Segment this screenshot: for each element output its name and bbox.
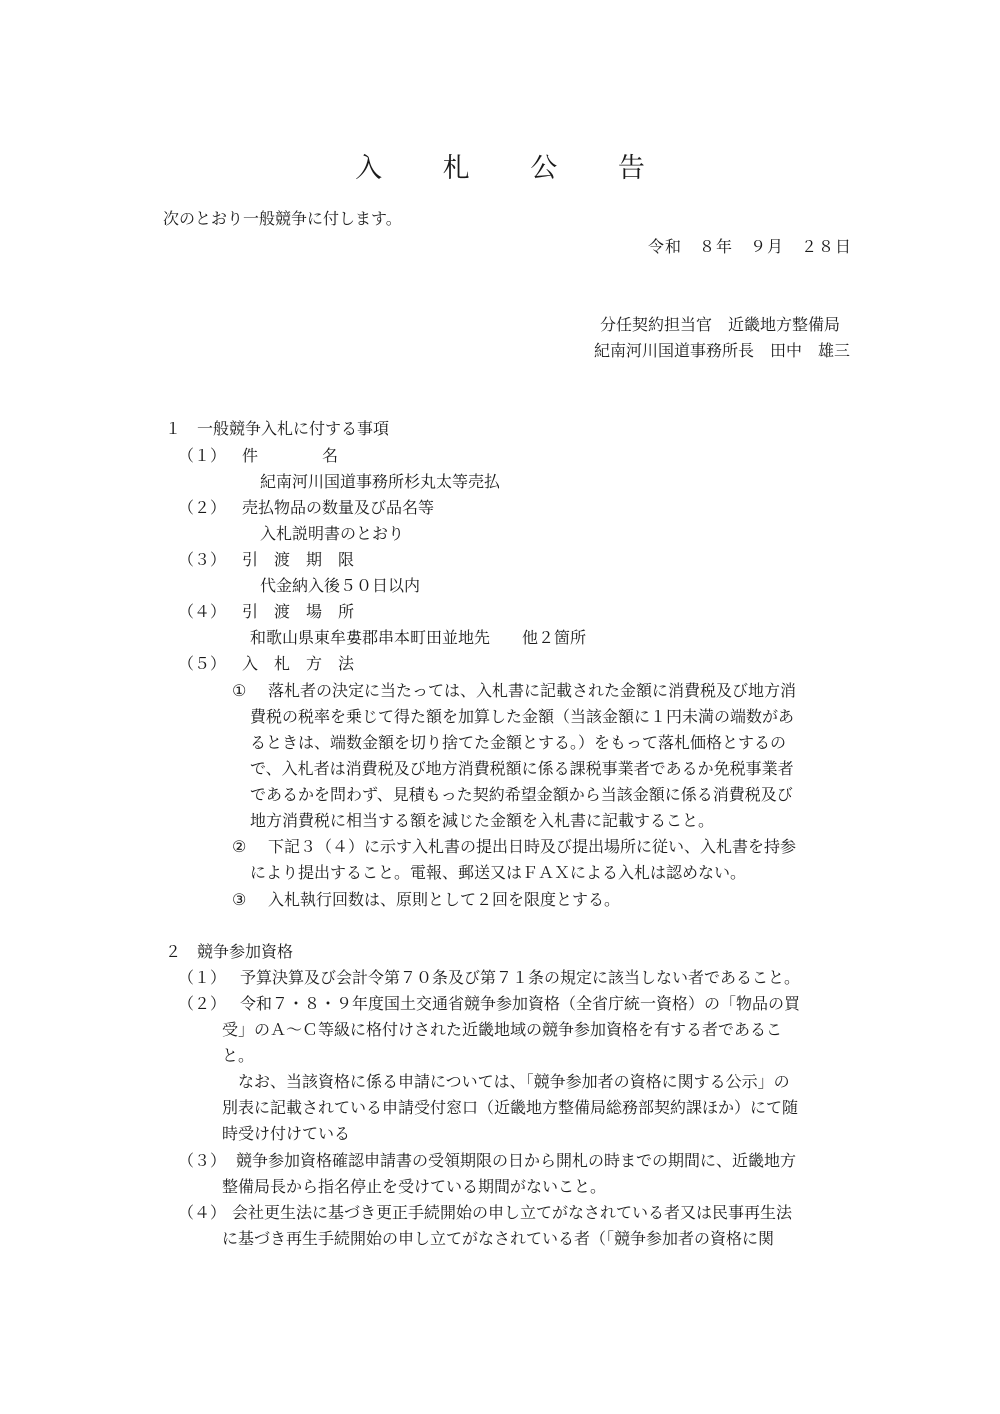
item-number: （３） [178,1151,227,1170]
qualification-line: 競争参加資格確認申請書の受領期限の日から開札の時までの期間に、近畿地方 [236,1151,797,1170]
signature-name: 紀南河川国道事務所長 田中 雄三 [593,341,850,360]
item-number: （５） [178,654,227,673]
method-line: 地方消費税に相当する額を減じた金額を入札書に記載すること。 [250,811,715,830]
qualification-line: と。 [222,1046,255,1065]
section2-heading: ２ 競争参加資格 [165,942,294,961]
item-body: 和歌山県東牟婁郡串本町田並地先 他２箇所 [250,628,587,647]
section1-heading: １ 一般競争入札に付する事項 [165,419,390,438]
item-body: 入札説明書のとおり [260,524,405,543]
item-number: （２） [178,994,227,1013]
item-label: 件 名 [242,446,339,465]
qualification-line: 時受け付けている [222,1124,351,1143]
notice-date: 令和 ８年 ９月 ２８日 [647,237,852,256]
item-body: 代金納入後５０日以内 [260,576,421,595]
item-body: 紀南河川国道事務所杉丸太等売払 [260,472,501,491]
qualification-line: 令和７・８・９年度国土交通省競争参加資格（全省庁統一資格）の「物品の買 [240,994,801,1013]
item-label: 入 札 方 法 [242,654,355,673]
qualification-line: 整備局長から指名停止を受けている期間がないこと。 [222,1177,607,1196]
method-line: 落札者の決定に当たっては、入札書に記載された金額に消費税及び地方消 [268,681,797,700]
method-line: 入札執行回数は、原則として２回を限度とする。 [268,890,621,909]
signature-title: 分任契約担当官 近畿地方整備局 [599,315,840,334]
qualification-line: 予算決算及び会計令第７０条及び第７１条の規定に該当しない者であること。 [240,968,801,987]
item-label: 引 渡 期 限 [242,550,355,569]
method-line: により提出すること。電報、郵送又はＦＡＸによる入札は認めない。 [250,863,747,882]
item-label: 売払物品の数量及び品名等 [242,498,435,517]
circled-mark: ③ [232,890,247,909]
qualification-line: に基づき再生手続開始の申し立てがなされている者（「競争参加者の資格に関 [222,1229,775,1248]
item-number: （１） [178,968,227,987]
item-number: （４） [178,1203,227,1222]
item-number: （１） [178,446,227,465]
method-line: 費税の税率を乗じて得た額を加算した金額（当該金額に１円未満の端数があ [250,707,795,726]
qualification-line: 会社更生法に基づき更正手続開始の申し立てがなされている者又は民事再生法 [232,1203,793,1222]
circled-mark: ② [232,837,247,856]
qualification-line: 受」のＡ～Ｃ等級に格付けされた近畿地域の競争参加資格を有する者であるこ [222,1020,783,1039]
item-number: （４） [178,602,227,621]
intro-text: 次のとおり一般競争に付します。 [163,209,402,228]
item-number: （３） [178,550,227,569]
qualification-line: 別表に記載されている申請受付窓口（近畿地方整備局総務部契約課ほか）にて随 [222,1098,799,1117]
method-line: であるかを問わず、見積もった契約希望金額から当該金額に係る消費税及び [250,785,793,804]
item-label: 引 渡 場 所 [242,602,355,621]
method-line: るときは、端数金額を切り捨てた金額とする。）をもって落札価格とするの [250,733,787,752]
qualification-line: なお、当該資格に係る申請については、「競争参加者の資格に関する公示」の [222,1072,790,1091]
circled-mark: ① [232,681,247,700]
method-line: で、入札者は消費税及び地方消費税額に係る課税事業者であるか免税事業者 [250,759,794,778]
method-line: 下記３（４）に示す入札書の提出日時及び提出場所に従い、入札書を持参 [268,837,797,856]
item-number: （２） [178,498,227,517]
document-title: 入 札 公 告 [355,153,671,184]
